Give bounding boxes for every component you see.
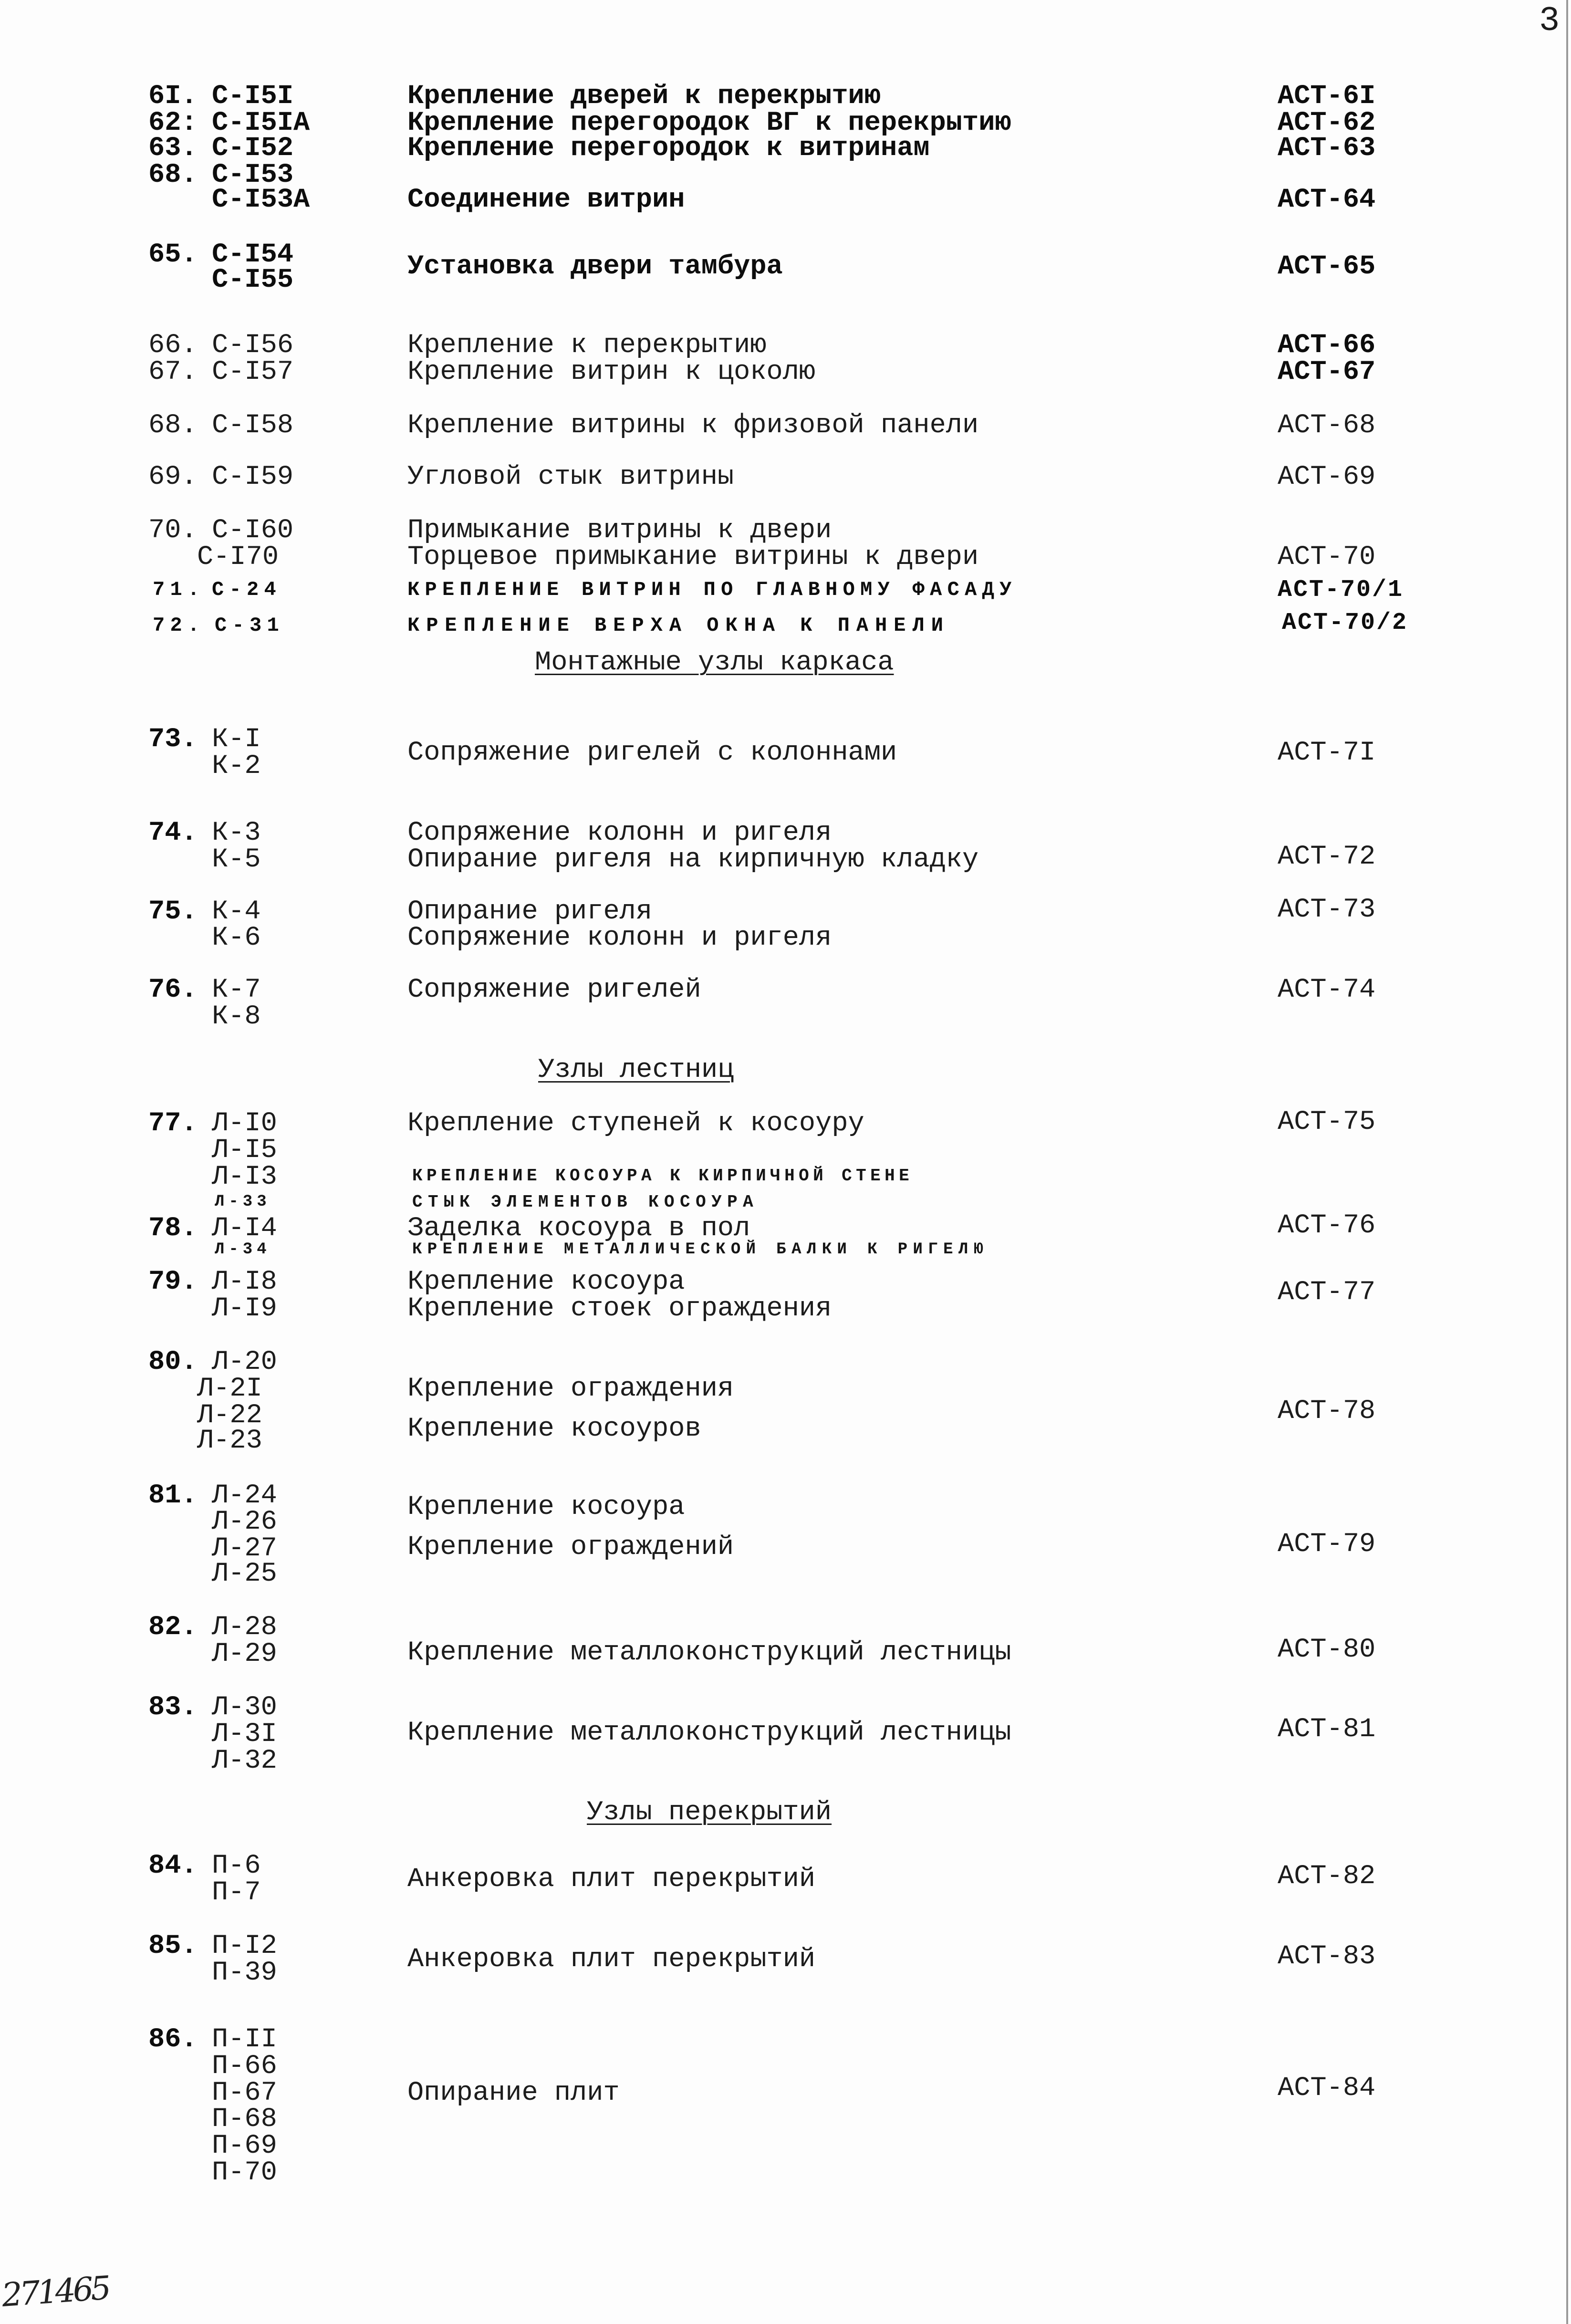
node-code: П-68: [212, 2104, 277, 2135]
node-code: Л-33: [215, 1193, 271, 1211]
node-description: Крепление дверей к перекрытию: [407, 81, 881, 112]
node-code: Л-20: [212, 1347, 277, 1377]
node-description: Крепление косоура: [407, 1267, 685, 1297]
sheet-code: АСТ-84: [1278, 2073, 1376, 2104]
node-code: С-I58: [212, 410, 294, 441]
node-description: Крепление ступеней к косоуру: [407, 1108, 864, 1139]
item-number: 68.: [148, 410, 198, 441]
sheet-code: АСТ-63: [1278, 133, 1376, 164]
section-heading-frame: Монтажные узлы каркаса: [535, 647, 894, 678]
item-number: 84.: [148, 1851, 198, 1881]
sheet-code: АСТ-82: [1278, 1861, 1376, 1892]
item-number: 76.: [148, 975, 198, 1005]
node-description: Торцевое примыкание витрины к двери: [407, 542, 979, 573]
item-number: 82.: [148, 1612, 198, 1643]
node-code: Л-3I: [212, 1719, 277, 1750]
node-code: Л-I8: [212, 1267, 277, 1297]
item-number: 69.: [148, 462, 198, 492]
node-code: С-I52: [212, 133, 294, 164]
node-code: С-I56: [212, 330, 294, 361]
node-description: КРЕПЛЕНИЕ КОСОУРА К КИРПИЧНОЙ СТЕНЕ: [412, 1166, 914, 1186]
node-description: Крепление витрин к цоколю: [407, 357, 816, 387]
item-number: 6I.: [148, 81, 198, 112]
item-number: 75.: [148, 896, 198, 927]
node-code: С-I53А: [212, 185, 310, 215]
node-description: Крепление перегородок ВГ к перекрытию: [407, 108, 1011, 138]
node-code: С-24: [212, 578, 282, 601]
item-number: 81.: [148, 1480, 198, 1511]
sheet-code: АСТ-72: [1278, 842, 1376, 872]
sheet-code: АСТ-66: [1278, 330, 1376, 361]
item-number: 83.: [148, 1692, 198, 1723]
node-description: Анкеровка плит перекрытий: [407, 1944, 816, 1975]
node-description: Заделка косоура в пол: [407, 1213, 750, 1244]
node-code: Л-30: [212, 1692, 277, 1723]
node-code: Л-27: [212, 1533, 277, 1564]
sheet-code: АСТ-79: [1278, 1529, 1376, 1560]
node-description: Сопряжение колонн и ригеля: [407, 923, 832, 953]
item-number: 73.: [148, 724, 198, 755]
node-description: КРЕПЛЕНИЕ ВИТРИН ПО ГЛАВНОМУ ФАСАДУ: [407, 578, 1017, 601]
scan-edge-line: [1566, 0, 1568, 2324]
item-number: 71.: [153, 578, 205, 601]
node-code: П-39: [212, 1958, 277, 1988]
node-code: К-2: [212, 751, 261, 782]
sheet-code: АСТ-81: [1278, 1714, 1376, 1745]
node-description: Крепление перегородок к витринам: [407, 133, 930, 164]
item-number: 68.: [148, 160, 198, 190]
node-code: Л-26: [212, 1507, 277, 1537]
sheet-code: АСТ-69: [1278, 462, 1376, 492]
node-code: П-70: [212, 2157, 277, 2188]
node-description: Крепление ограждений: [407, 1532, 734, 1563]
node-description: Сопряжение колонн и ригеля: [407, 818, 832, 848]
sheet-code: АСТ-62: [1278, 108, 1376, 138]
node-code: Л-32: [212, 1746, 277, 1776]
item-number: 72.: [153, 614, 205, 637]
node-code: Л-23: [197, 1426, 262, 1456]
section-heading-floors: Узлы перекрытий: [587, 1797, 832, 1828]
handwritten-archive-number: 271465: [0, 2269, 110, 2314]
sheet-code: АСТ-68: [1278, 410, 1376, 441]
node-description: Крепление к перекрытию: [407, 330, 767, 361]
node-code: С-31: [215, 614, 285, 637]
item-number: 63.: [148, 133, 198, 164]
node-code: Л-I4: [212, 1213, 277, 1244]
item-number: 86.: [148, 2024, 198, 2055]
item-number: 77.: [148, 1108, 198, 1139]
node-code: С-I60: [212, 515, 294, 546]
node-code: С-I5I: [212, 81, 294, 112]
sheet-code: АСТ-6I: [1278, 81, 1376, 112]
node-code: Л-28: [212, 1612, 277, 1643]
node-code: Л-34: [215, 1240, 271, 1259]
node-description: КРЕПЛЕНИЕ ВЕРХА ОКНА К ПАНЕЛИ: [407, 614, 950, 637]
sheet-code: АСТ-75: [1278, 1107, 1376, 1137]
node-code: С-I5IА: [212, 108, 310, 138]
node-code: П-66: [212, 2051, 277, 2082]
node-code: П-I2: [212, 1931, 277, 1961]
node-code: К-4: [212, 896, 261, 927]
node-code: К-I: [212, 724, 261, 755]
node-description: Крепление ограждения: [407, 1374, 734, 1404]
sheet-code: АСТ-67: [1278, 357, 1376, 387]
node-code: С-I70: [197, 542, 279, 573]
sheet-code: АСТ-74: [1278, 975, 1376, 1005]
node-code: С-I55: [212, 265, 294, 295]
node-code: Л-24: [212, 1480, 277, 1511]
node-code: К-5: [212, 844, 261, 875]
node-code: К-6: [212, 923, 261, 953]
node-code: Л-I0: [212, 1108, 277, 1139]
node-code: К-7: [212, 975, 261, 1005]
node-description: Соединение витрин: [407, 185, 685, 215]
node-code: К-3: [212, 818, 261, 848]
item-number: 66.: [148, 330, 198, 361]
node-code: П-67: [212, 2078, 277, 2108]
section-heading-stairs: Узлы лестниц: [538, 1055, 734, 1085]
node-description: Крепление витрины к фризовой панели: [407, 410, 979, 441]
node-code: С-I59: [212, 462, 294, 492]
sheet-code: АСТ-76: [1278, 1210, 1376, 1241]
node-description: Крепление косоура: [407, 1492, 685, 1522]
sheet-code: АСТ-77: [1278, 1277, 1376, 1308]
item-number: 65.: [148, 240, 198, 270]
sheet-code: АСТ-65: [1278, 251, 1376, 282]
sheet-code: АСТ-83: [1278, 1941, 1376, 1972]
sheet-code: АСТ-7I: [1278, 738, 1376, 768]
sheet-code: АСТ-70/2: [1282, 609, 1408, 636]
node-description: КРЕПЛЕНИЕ МЕТАЛЛИЧЕСКОЙ БАЛКИ К РИГЕЛЮ: [412, 1240, 989, 1259]
node-description: Угловой стык витрины: [407, 462, 734, 492]
page-number: 3: [1539, 1, 1560, 41]
item-number: 80.: [148, 1347, 198, 1377]
node-description: Примыкание витрины к двери: [407, 515, 832, 546]
sheet-code: АСТ-73: [1278, 895, 1376, 925]
node-description: Крепление косоуров: [407, 1414, 701, 1444]
sheet-code: АСТ-70/1: [1278, 576, 1404, 604]
sheet-code: АСТ-78: [1278, 1396, 1376, 1427]
node-description: Крепление металлоконструкций лестницы: [407, 1718, 1011, 1748]
node-code: К-8: [212, 1001, 261, 1032]
node-description: Опирание ригеля на кирпичную кладку: [407, 844, 979, 875]
node-description: Сопряжение ригелей: [407, 975, 701, 1005]
node-code: П-6: [212, 1851, 261, 1881]
item-number: 62:: [148, 108, 198, 138]
item-number: 70.: [148, 515, 198, 546]
item-number: 74.: [148, 818, 198, 848]
node-code: Л-2I: [197, 1374, 262, 1404]
node-code: С-I54: [212, 240, 294, 270]
node-description: Опирание ригеля: [407, 896, 653, 927]
node-description: Опирание плит: [407, 2078, 620, 2108]
node-code: Л-22: [197, 1400, 262, 1431]
node-code: Л-25: [212, 1559, 277, 1589]
sheet-code: АСТ-80: [1278, 1635, 1376, 1665]
sheet-code: АСТ-70: [1278, 542, 1376, 573]
node-code: Л-I5: [212, 1135, 277, 1166]
node-description: Крепление стоек ограждения: [407, 1293, 832, 1324]
node-code: Л-I9: [212, 1293, 277, 1324]
sheet-code: АСТ-64: [1278, 185, 1376, 215]
node-code: П-II: [212, 2024, 277, 2055]
item-number: 78.: [148, 1213, 198, 1244]
node-code: С-I53: [212, 160, 294, 190]
node-code: Л-29: [212, 1639, 277, 1669]
node-code: С-I57: [212, 357, 294, 387]
node-description: Сопряжение ригелей с колоннами: [407, 738, 897, 768]
node-code: Л-I3: [212, 1162, 277, 1192]
node-description: СТЫК ЭЛЕМЕНТОВ КОСОУРА: [412, 1192, 759, 1212]
item-number: 79.: [148, 1267, 198, 1297]
node-description: Анкеровка плит перекрытий: [407, 1864, 816, 1895]
item-number: 67.: [148, 357, 198, 387]
node-code: П-7: [212, 1877, 261, 1908]
node-code: П-69: [212, 2131, 277, 2161]
node-description: Крепление металлоконструкций лестницы: [407, 1637, 1011, 1668]
item-number: 85.: [148, 1931, 198, 1961]
node-description: Установка двери тамбура: [407, 251, 783, 282]
